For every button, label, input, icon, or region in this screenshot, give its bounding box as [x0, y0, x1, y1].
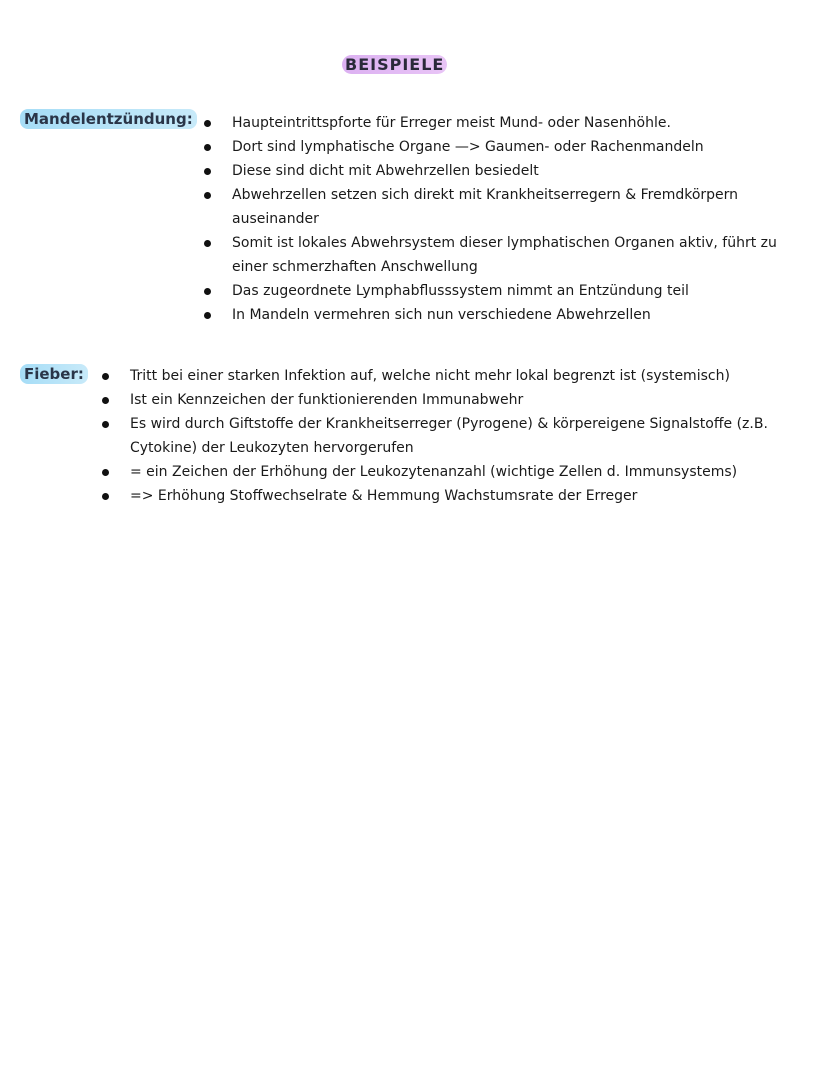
list-item-text: Dort sind lymphatische Organe —> Gaumen- oder Rachenmandeln — [232, 139, 704, 155]
bullet-icon — [204, 120, 211, 127]
bullet-icon — [204, 144, 211, 151]
list-item-text: Das zugeordnete Lymphabflusssystem nimmt an Entzündung teil — [232, 283, 689, 299]
bullet-icon — [204, 168, 211, 175]
bullet-icon — [102, 493, 109, 500]
list-item-text: Haupteintrittspforte für Erreger meist Mund- oder Nasenhöhle. — [232, 115, 671, 131]
list-item — [232, 231, 807, 279]
list-item — [232, 303, 807, 327]
bullet-list — [232, 111, 807, 327]
list-item-text: Diese sind dicht mit Abwehrzellen besiedelt — [232, 163, 539, 179]
section-label: Fieber: — [20, 364, 88, 384]
page-title: BEISPIELE — [342, 55, 447, 74]
list-item — [232, 159, 807, 183]
bullet-icon — [204, 288, 211, 295]
bullet-icon — [102, 469, 109, 476]
bullet-icon — [204, 240, 211, 247]
bullet-list — [130, 364, 810, 508]
list-item — [232, 279, 807, 303]
list-item — [130, 388, 810, 412]
list-item-text: = ein Zeichen der Erhöhung der Leukozytenanzahl (wichtige Zellen d. Immunsystems) — [130, 464, 738, 480]
bullet-icon — [102, 397, 109, 404]
list-item — [232, 183, 807, 231]
bullet-icon — [204, 192, 211, 199]
list-item — [130, 484, 810, 508]
list-item — [130, 412, 810, 460]
bullet-icon — [204, 312, 211, 319]
bullet-icon — [102, 373, 109, 380]
list-item — [130, 460, 810, 484]
list-item-text: Somit ist lokales Abwehrsystem dieser lymphatischen Organen aktiv, führt zu einer schmerzhaften Anschwellung — [232, 235, 777, 275]
list-item-text: => Erhöhung Stoffwechselrate & Hemmung Wachstumsrate der Erreger — [130, 488, 638, 504]
list-item-text: Es wird durch Giftstoffe der Krankheitserreger (Pyrogene) & körpereigene Signalstoffe (z.B. Cytokine) der Leukozyten hervorgerufen — [130, 416, 768, 456]
list-item — [232, 135, 807, 159]
list-item-text: Abwehrzellen setzen sich direkt mit Krankheitserregern & Fremdkörpern auseinander — [232, 187, 739, 227]
list-item — [130, 364, 810, 388]
list-item-text: Tritt bei einer starken Infektion auf, welche nicht mehr lokal begrenzt ist (systemisch) — [130, 368, 730, 384]
list-item-text: In Mandeln vermehren sich nun verschiedene Abwehrzellen — [232, 307, 651, 323]
list-item — [232, 111, 807, 135]
section-label: Mandelentzündung: — [20, 109, 197, 129]
list-item-text: Ist ein Kennzeichen der funktionierenden Immunabwehr — [130, 392, 524, 408]
bullet-icon — [102, 421, 109, 428]
